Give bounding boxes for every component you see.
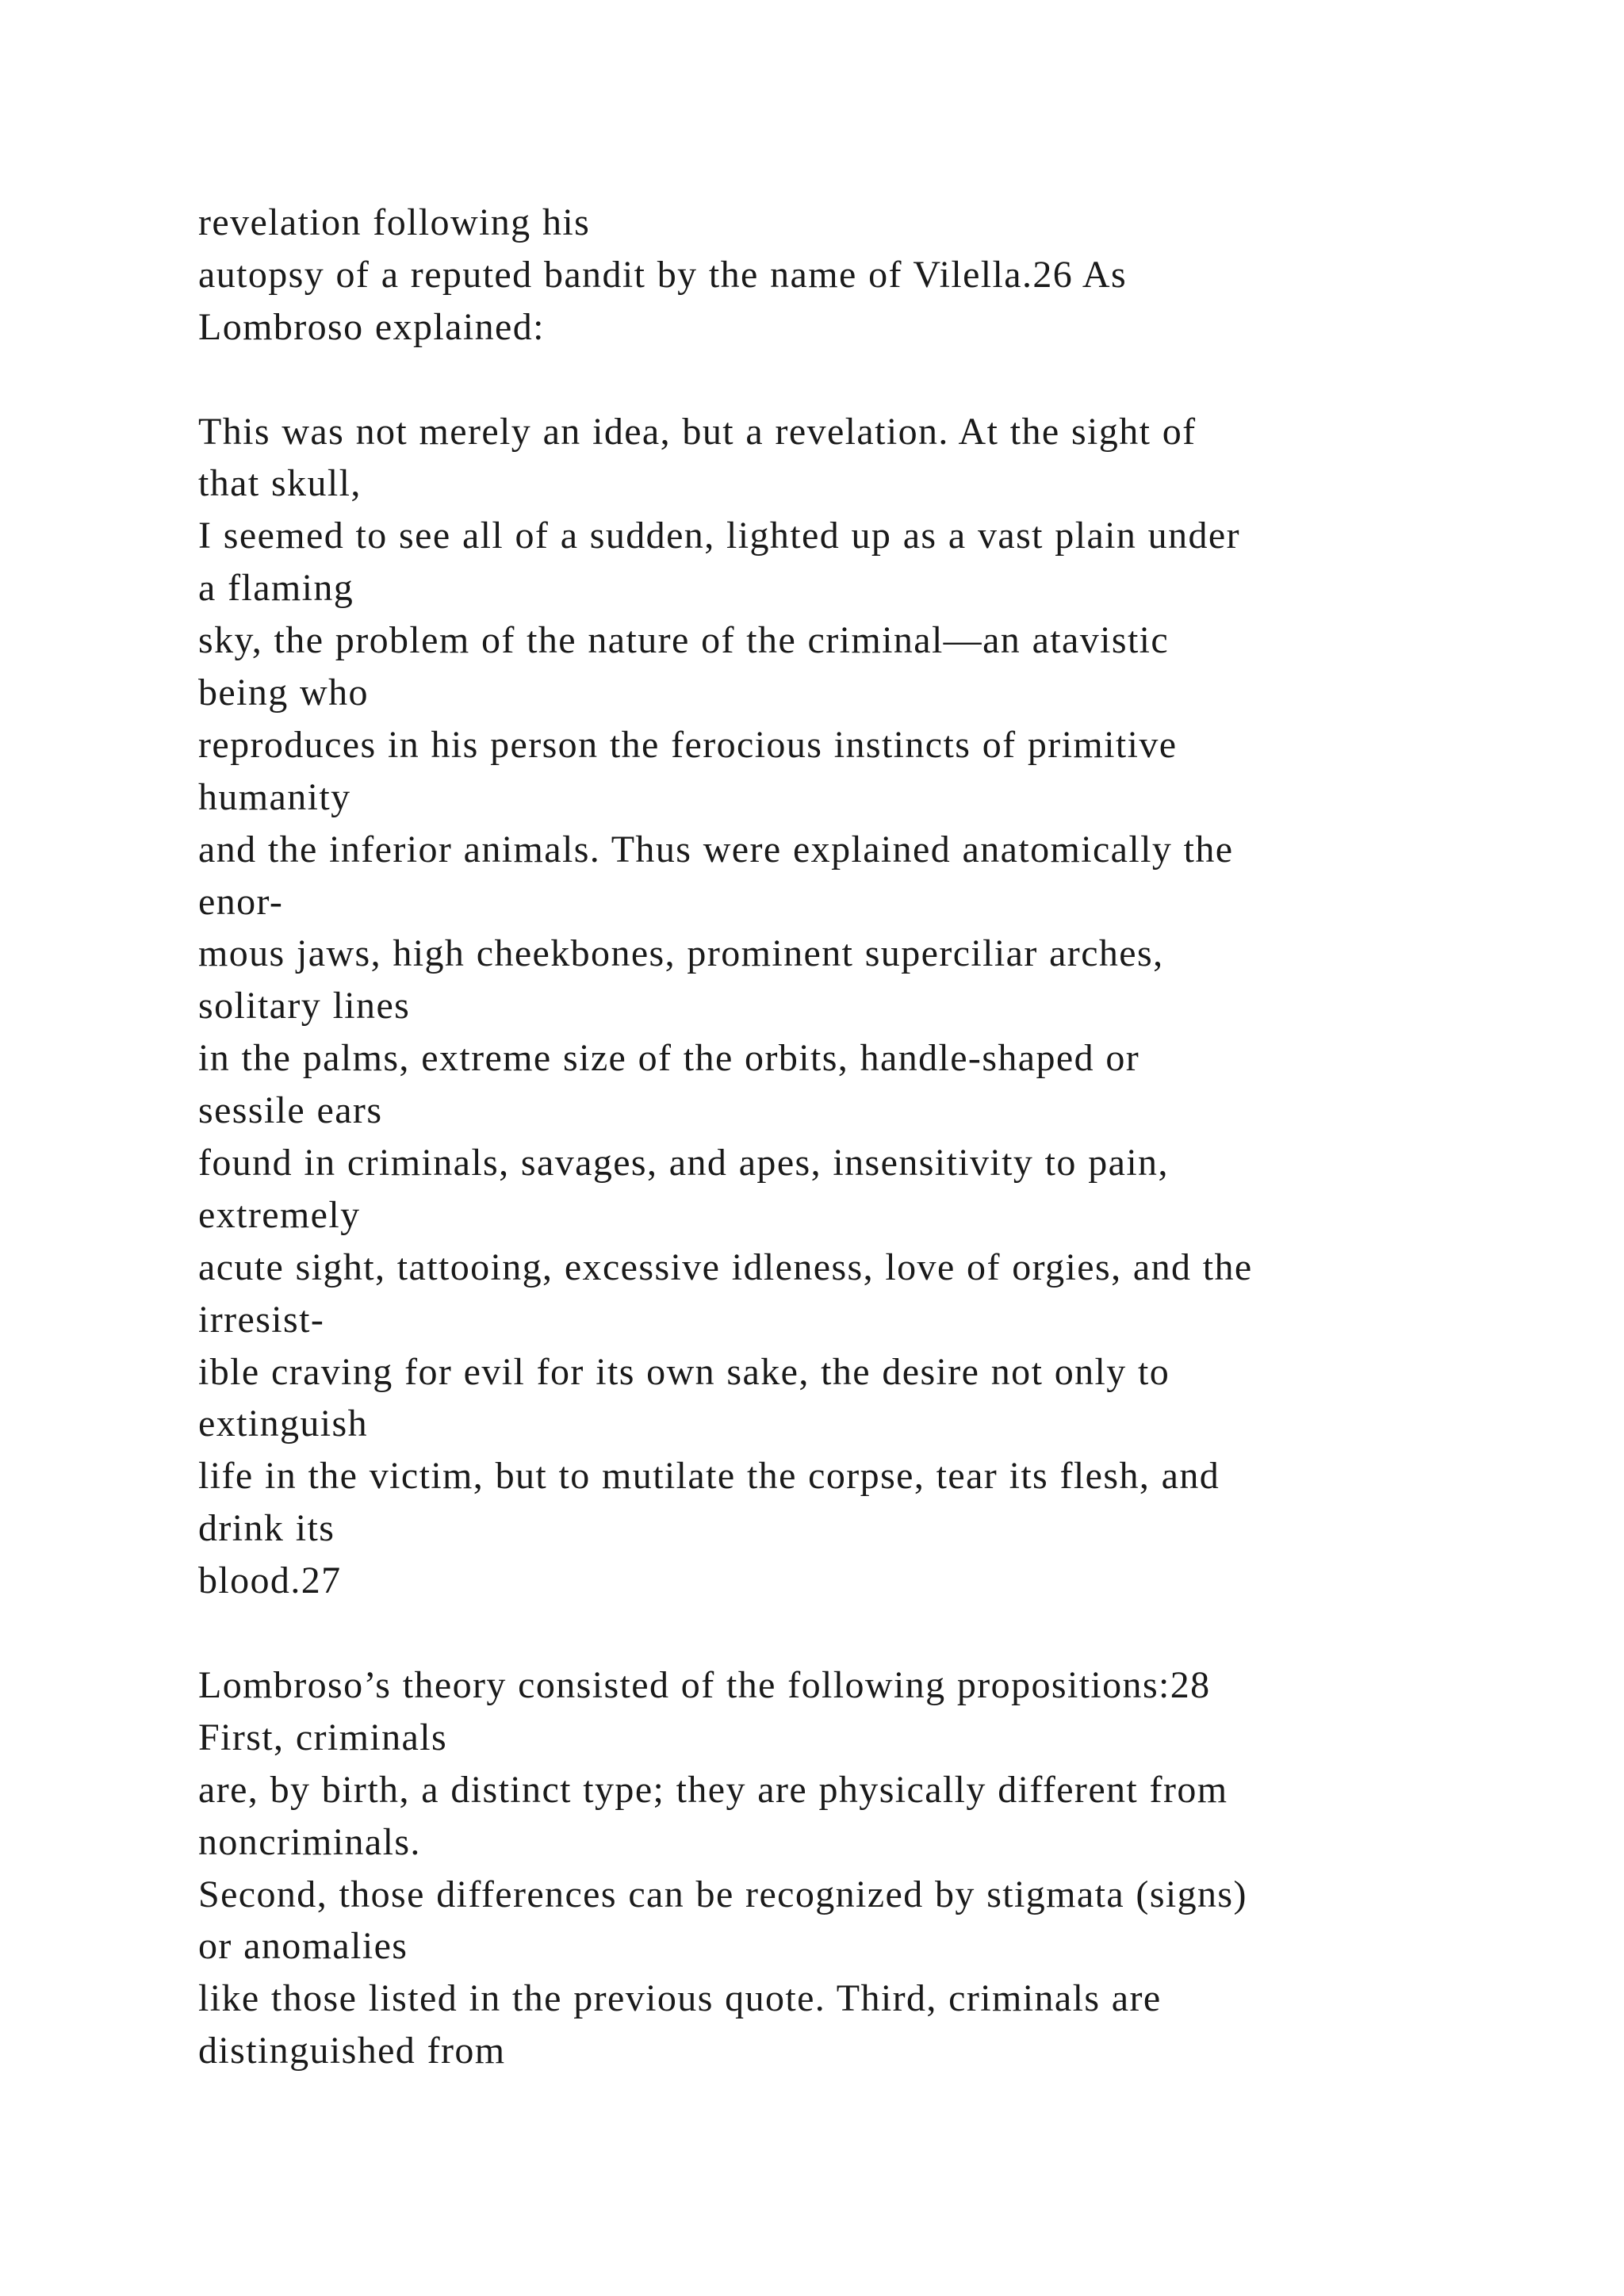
text-line: irresist- [198,1298,325,1341]
paragraph-spacer [198,1607,1546,1659]
text-line: sessile ears [198,1089,383,1132]
text-line: extremely [198,1193,361,1236]
text-line: This was not merely an idea, but a revelation. At the sight of [198,410,1197,453]
text-line: enor- [198,880,284,923]
text-line: autopsy of a reputed bandit by the name of Vilella.26 As [198,253,1128,296]
text-line: reproduces in his person the ferocious instincts of primitive [198,723,1178,766]
text-line: life in the victim, but to mutilate the corpse, tear its flesh, and [198,1455,1220,1498]
text-line: Second, those differences can be recognized by stigmata (signs) [198,1873,1247,1915]
text-line: acute sight, tattooing, excessive idleness, love of orgies, and the [198,1246,1253,1288]
document-body [198,197,1546,2077]
text-line: Lombroso explained: [198,305,545,348]
text-line: revelation following his [198,201,591,243]
text-line: found in criminals, savages, and apes, insensitivity to pain, [198,1142,1169,1184]
text-line: are, by birth, a distinct type; they are physically different from [198,1768,1228,1811]
text-line: blood.27 [198,1559,342,1602]
text-line: distinguished from [198,2030,506,2072]
text-line: extinguish [198,1402,368,1445]
paragraph-spacer [198,354,1546,406]
text-line: solitary lines [198,985,411,1027]
text-line: or anomalies [198,1925,408,1968]
paragraph-theory [198,1659,1546,2077]
text-line: sky, the problem of the nature of the criminal—an atavistic [198,619,1170,662]
text-line: that skull, [198,462,362,505]
text-line: and the inferior animals. Thus were explained anatomically the [198,828,1234,871]
text-line: noncriminals. [198,1820,421,1863]
text-line: First, criminals [198,1716,448,1758]
text-line: like those listed in the previous quote. Third, criminals are [198,1977,1162,2020]
text-line: mous jaws, high cheekbones, prominent superciliar arches, [198,932,1164,975]
text-line: ible craving for evil for its own sake, the desire not only to [198,1350,1170,1393]
paragraph-intro [198,197,1546,354]
text-line: humanity [198,775,351,818]
text-line: I seemed to see all of a sudden, lighted up as a vast plain under [198,515,1240,557]
text-line: a flaming [198,567,354,610]
text-line: being who [198,672,369,714]
text-line: Lombroso’s theory consisted of the following propositions:28 [198,1663,1211,1706]
text-line: in the palms, extreme size of the orbits, handle-shaped or [198,1037,1140,1080]
block-quote [198,406,1546,1607]
text-line: drink its [198,1507,335,1550]
